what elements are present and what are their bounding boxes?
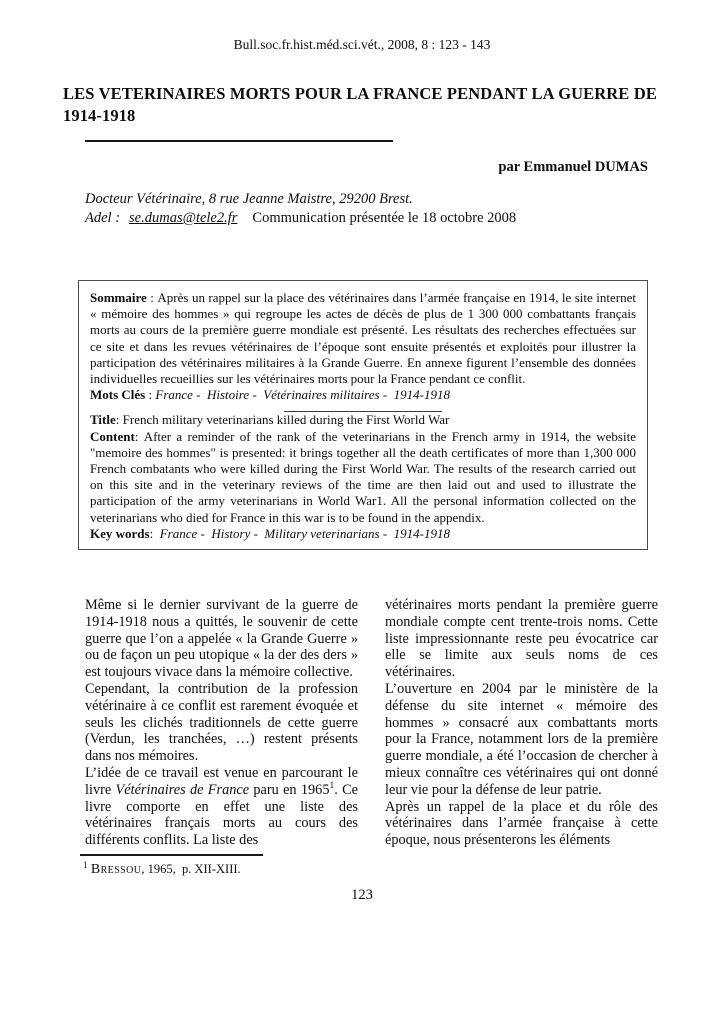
paragraph: Cependant, la contribution de la profession vétérinaire à ce conflit est rarement évoquée et seuls les clichés traditionnels de cette guerre (Verdun, les tranchées, …) restent présents dans nos mémoires. [85,681,358,765]
paragraph: Même si le dernier survivant de la guerre de 1914-1918 nous a quittés, le souvenir de cette guerre que l’on a appelée « la Grande Guerre » ou de façon un peu utopique « la der des ders » est toujours vivace dans la mémoire collective. [85,597,358,681]
content-label: Content [90,428,135,444]
author-byline: par Emmanuel DUMAS [498,159,648,175]
author-contact-line [85,209,724,228]
english-title-text: French military veterinarians killed during the First World War [122,412,450,428]
paragraph: vétérinaires morts pendant la première guerre mondiale compte cent trente-trois noms. Cette liste impressionnante reste peu évocatrice car elle se limite aux seuls noms de ces vétérinaires. [385,597,658,681]
paragraph: L’ouverture en 2004 par le ministère de la défense du site internet « mémoire des hommes » consacré aux combattants morts pour la France, notamment lors de la première guerre mondiale, a été l’occasion de chercher à mieux connaître ces vétérinaires qui ont donné leur vie pour la défense de leur patrie. [385,681,658,798]
abstract-box [78,280,648,550]
body-columns [85,597,658,849]
keywords-label: Key words [90,525,150,541]
keywords-text: France - History - Military veterinarians - 1914-1918 [159,525,451,541]
author-address-line: Docteur Vétérinaire, 8 rue Jeanne Maistre, 29200 Brest. [85,191,413,207]
title-separator: : [115,412,123,428]
sommaire-label: Sommaire [90,290,147,305]
title-rule [85,140,393,142]
footnote-rule [80,854,263,856]
paragraph-text: . Ce livre comporte en effet une liste des vétérinaires français morts au cours des différents conflits. La liste des [85,781,358,849]
mots-cles-label: Mots Clés [90,387,146,403]
mots-cles-line [90,387,636,403]
sommaire-paragraph [90,290,636,387]
footnote-marker: 1 [83,860,88,871]
footnote-reference: 1 [329,781,335,792]
paragraph-text: paru en 1965 [249,781,330,798]
sommaire-separator: : [146,290,158,305]
presentation-note: Communication présentée le 18 octobre 2008 [252,210,517,226]
title-label: Title [90,412,116,428]
footnote-area [80,854,724,878]
email-link[interactable]: se.dumas@tele2.fr [129,210,238,226]
english-title-line [90,412,636,428]
paragraph [85,765,358,849]
footnote [83,862,724,878]
paragraph-text: L’idée de ce travail est venue en parcourant le livre [85,765,358,798]
content-text: After a reminder of the rank of the veterinarians in the French army in 1914, the website "memoire des hommes" is presented: it brings together all the death certificates of more than 1,300 000 French combatants who were killed during the First World War. The results of the research carried out on this site and in the veterinary reviews of the time are then laid out and used to illustrate the participation of the army veterinarians in World War1. All the personal information collected on the veterinarians who died for France in this war is to be found in the appendix. [90,428,636,525]
left-column [85,597,358,849]
journal-reference: Bull.soc.fr.hist.méd.sci.vét., 2008, 8 : 123 - 143 [233,37,491,52]
paragraph: Après un rappel de la place et du rôle des vétérinaires dans l’armée française à cette époque, nous présenterons les éléments [385,798,658,849]
content-paragraph [90,429,636,526]
footnote-author: Bressou [90,862,142,877]
keywords-line [90,526,636,542]
page-number: 123 [351,887,373,903]
book-title: Vétérinaires de France [115,781,250,798]
keywords-separator: : [149,525,160,541]
mots-cles-separator: : [145,387,156,403]
article-title: LES VETERINAIRES MORTS POUR LA FRANCE PENDANT LA GUERRE DE 1914-1918 [63,84,657,125]
sommaire-text: Après un rappel sur la place des vétérinaires dans l’armée française en 1914, le site internet « mémoire des hommes » qui regroupe les actes de décès de plus de 1 300 000 combattants français morts au cours de la première guerre mondiale est présenté. Les résultats des recherches effectuées sur ce site et dans les revues vétérinaires de l’époque sont ensuite présentés et exploités pour illustrer la participation des vétérinaires militaires à la Grande Guerre. En annexe figurent l’ensemble des données individuelles recueillies sur les vétérinaires morts pour la France pendant ce conflit. [90,290,636,387]
author-address-block [85,190,724,228]
mots-cles-text: France - Histoire - Vétérinaires militaires - 1914-1918 [155,387,450,403]
adel-label: Adel : [85,210,121,226]
right-column [385,597,658,849]
content-separator: : [134,428,144,444]
footnote-text: , 1965, p. XII-XIII. [141,862,241,876]
